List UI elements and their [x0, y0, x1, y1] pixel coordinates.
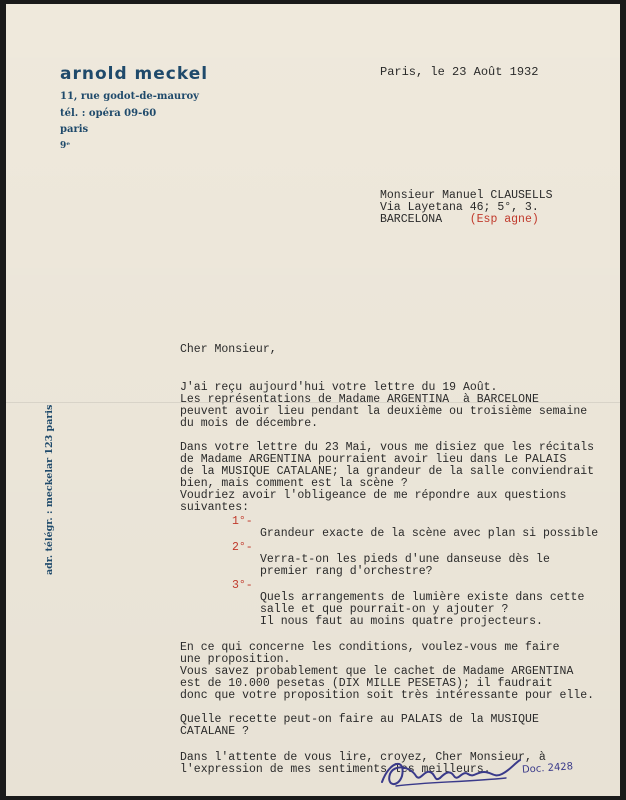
recipient-city-line: [380, 214, 539, 226]
paragraph-line: Dans l'attente de vous lire, croyez, Cher Monsieur, à: [180, 751, 546, 764]
paragraph-line: l'expression de mes sentiments les meilleurs.: [180, 763, 491, 776]
letterhead-city: paris: [60, 124, 89, 135]
handwritten-signature: [376, 752, 526, 792]
paragraph-line: Voudriez avoir l'obligeance de me répondre aux questions: [180, 489, 567, 502]
question-line: Verra-t-on les pieds d'une danseuse dès le: [260, 553, 550, 566]
recipient-country-note: (Esp agne): [469, 213, 539, 226]
question-2-number: 2°-: [232, 541, 253, 554]
paragraph-line: Quelle recette peut-on faire au PALAIS de la MUSIQUE: [180, 713, 539, 726]
paragraph-line: suivantes:: [180, 501, 250, 514]
telegraph-address: adr. télégr. : meckelar 123 paris: [44, 404, 55, 575]
question-3-number: 3°-: [232, 579, 253, 592]
paragraph-line: de Madame ARGENTINA pourraient avoir lieu dans Le PALAIS: [180, 453, 567, 466]
letterhead-name: arnold meckel: [60, 64, 209, 84]
paragraph-line: CATALANE ?: [180, 725, 250, 738]
recipient-name: Monsieur Manuel CLAUSELLS: [380, 189, 553, 202]
paragraph-line: bien, mais comment est la scène ?: [180, 477, 408, 490]
question-line: salle et que pourrait-on y ajouter ?: [260, 603, 509, 616]
question-line: premier rang d'orchestre?: [260, 565, 433, 578]
paragraph-line: est de 10.000 pesetas (DIX MILLE PESETAS); il faudrait: [180, 677, 553, 690]
paragraph-line: En ce qui concerne les conditions, voulez-vous me faire: [180, 641, 560, 654]
paragraph-line: de la MUSIQUE CATALANE; la grandeur de la salle conviendrait: [180, 465, 595, 478]
date-line: Paris, le 23 Août 1932: [380, 65, 539, 79]
document-reference: Doc. 2428: [521, 761, 574, 776]
paragraph-line: Les représentations de Madame ARGENTINA à BARCELONE: [180, 393, 539, 406]
paragraph-line: du mois de décembre.: [180, 417, 319, 430]
recipient-city: BARCELONA: [380, 213, 443, 226]
recipient-street: Via Layetana 46; 5°, 3.: [380, 201, 539, 214]
paragraph-2: [180, 430, 594, 526]
letterhead-arrondissement: 9ᵉ: [60, 141, 71, 151]
paragraph-line: donc que votre proposition soit très intéressante pour elle.: [180, 689, 595, 702]
paragraph-line: J'ai reçu aujourd'hui votre lettre du 19 Août.: [180, 381, 498, 394]
letterhead-address: 11, rue godot-de-mauroy: [60, 91, 199, 102]
question-line: Quels arrangements de lumière existe dans cette: [260, 591, 585, 604]
paragraph-line: Dans votre lettre du 23 Mai, vous me disiez que les récitals: [180, 441, 595, 454]
letterhead-telephone: tél. : opéra 09-60: [60, 108, 157, 119]
question-1-number: 1°-: [232, 515, 253, 528]
paragraph-line: une proposition.: [180, 653, 291, 666]
paragraph-line: Vous savez probablement que le cachet de Madame ARGENTINA: [180, 665, 574, 678]
question-line: Il nous faut au moins quatre projecteurs.: [260, 615, 543, 628]
question-line: Grandeur exacte de la scène avec plan si possible: [260, 527, 599, 540]
paragraph-line: peuvent avoir lieu pendant la deuxième ou troisième semaine: [180, 405, 588, 418]
salutation: Cher Monsieur,: [180, 343, 277, 356]
